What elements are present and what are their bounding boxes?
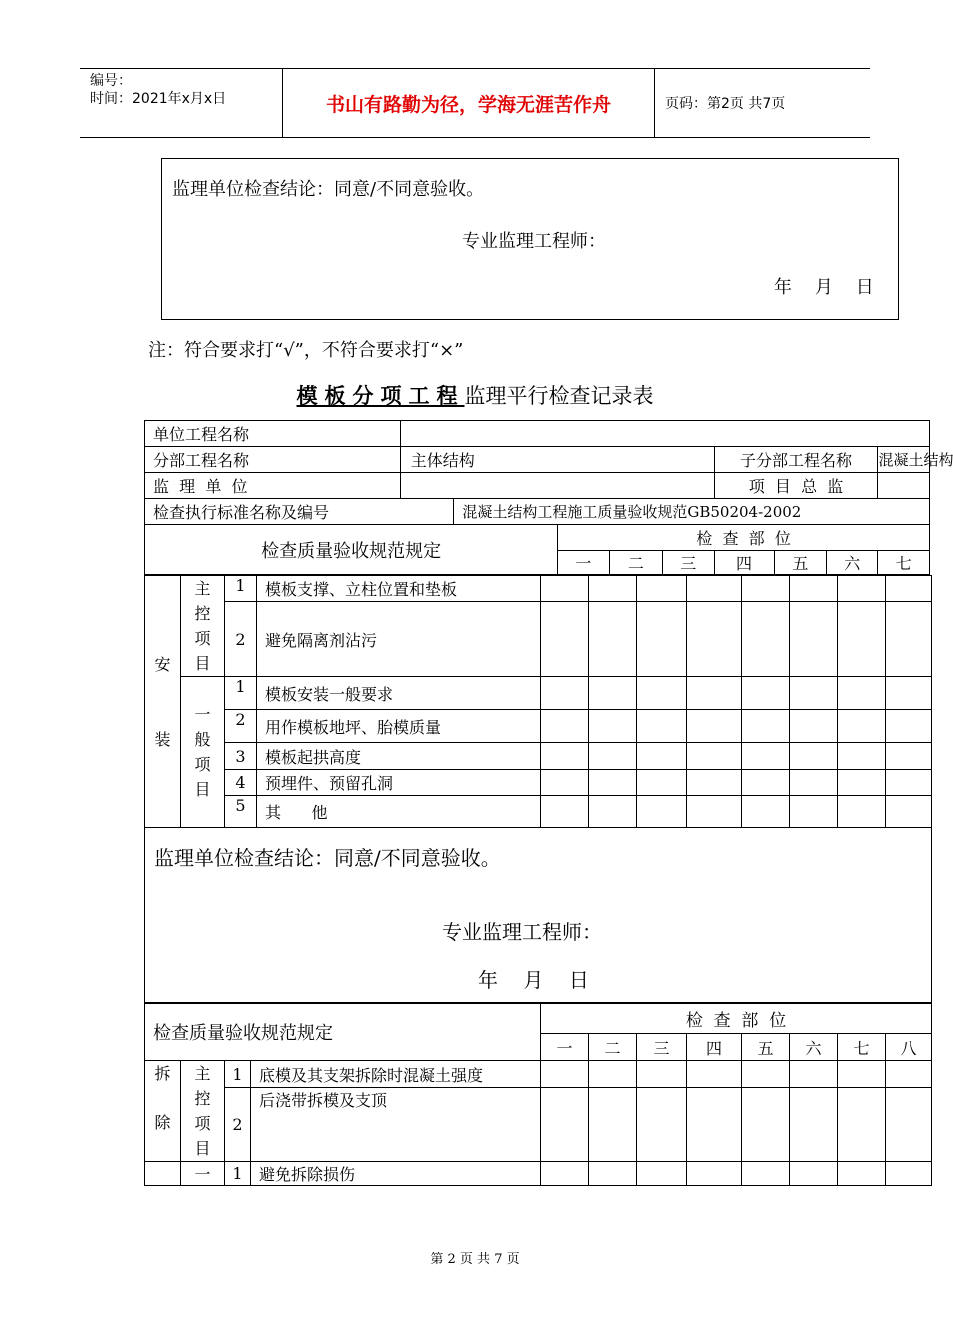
check-cell[interactable] xyxy=(742,677,790,710)
remove-main-text-1: 底模及其支架拆除时混凝土强度 xyxy=(251,1061,541,1088)
check-cell[interactable] xyxy=(589,770,637,796)
check-cell[interactable] xyxy=(637,710,687,743)
install-main-no-1: 1 xyxy=(225,576,257,602)
remove-category xyxy=(145,1061,181,1162)
part2-col-3: 三 xyxy=(637,1034,687,1061)
spec-label: 检查质量验收规范规定 xyxy=(145,525,558,575)
check-cell[interactable] xyxy=(541,576,589,602)
standard-value: 混凝土结构工程施工质量验收规范GB50204-2002 xyxy=(454,499,930,525)
check-cell[interactable] xyxy=(886,1061,932,1088)
title-part1: 模板分项工程 xyxy=(296,383,465,408)
check-cell[interactable] xyxy=(742,743,790,770)
install-main-text-2: 避免隔离剂沾污 xyxy=(257,602,541,677)
check-cell[interactable] xyxy=(637,743,687,770)
char: 主 xyxy=(194,579,211,598)
char: 项 xyxy=(194,755,211,774)
check-cell[interactable] xyxy=(541,677,589,710)
check-cell[interactable] xyxy=(742,770,790,796)
check-cell[interactable] xyxy=(541,1061,589,1088)
date-label: 年 月 日 xyxy=(478,968,589,992)
check-cell[interactable] xyxy=(589,1061,637,1088)
check-cell[interactable] xyxy=(637,1162,687,1186)
part2-col-7: 七 xyxy=(838,1034,886,1061)
install-main-label xyxy=(181,576,225,677)
sub-division-value: 主体结构 xyxy=(400,447,714,473)
char: 主 xyxy=(194,1064,211,1083)
check-cell[interactable] xyxy=(790,1162,838,1186)
check-cell[interactable] xyxy=(589,710,637,743)
check-cell[interactable] xyxy=(637,1061,687,1088)
char: 项 xyxy=(194,1114,211,1133)
install-general-text-3: 模板起拱高度 xyxy=(257,743,541,770)
check-cell[interactable] xyxy=(838,743,886,770)
char: 目 xyxy=(194,1139,211,1158)
check-cell[interactable] xyxy=(637,1088,687,1162)
check-cell[interactable] xyxy=(541,710,589,743)
check-cell[interactable] xyxy=(790,602,838,677)
supervisor-value[interactable] xyxy=(400,473,714,499)
check-cell[interactable] xyxy=(742,1162,790,1186)
check-cell[interactable] xyxy=(790,710,838,743)
check-cell[interactable] xyxy=(790,1061,838,1088)
check-cell[interactable] xyxy=(687,602,742,677)
install-category xyxy=(145,576,181,828)
check-cell[interactable] xyxy=(687,710,742,743)
conclusion-box xyxy=(145,828,932,1003)
part2-col-4: 四 xyxy=(687,1034,742,1061)
install-main-no-2: 2 xyxy=(225,602,257,677)
install-main-text-1: 模板支撑、立柱位置和垫板 xyxy=(257,576,541,602)
char: 般 xyxy=(194,730,211,749)
check-cell[interactable] xyxy=(838,770,886,796)
install-cat-char-1: 安 xyxy=(154,654,171,674)
char: 控 xyxy=(194,604,211,623)
title-part2: 监理平行检查记录表 xyxy=(464,384,654,408)
check-cell[interactable] xyxy=(589,602,637,677)
check-cell[interactable] xyxy=(790,796,838,828)
page-footer: 第 2 页 共 7 页 xyxy=(430,1252,520,1267)
check-cell[interactable] xyxy=(790,770,838,796)
check-cell[interactable] xyxy=(886,602,932,677)
part-col-3: 三 xyxy=(663,551,714,575)
check-cell[interactable] xyxy=(886,796,932,828)
inspection-table xyxy=(144,420,953,575)
install-general-text-1: 模板安装一般要求 xyxy=(257,677,541,710)
part-col-1: 一 xyxy=(558,551,609,575)
check-cell[interactable] xyxy=(541,743,589,770)
install-general-no-1: 1 xyxy=(225,677,257,710)
check-cell[interactable] xyxy=(589,1162,637,1186)
standard-label: 检查执行标准名称及编号 xyxy=(145,499,454,525)
remove-main-label xyxy=(181,1061,225,1162)
check-cell[interactable] xyxy=(687,743,742,770)
remove-main-text-2: 后浇带拆模及支顶 xyxy=(251,1088,541,1162)
note-text: 注：符合要求打“√”，不符合要求打“×” xyxy=(148,340,464,361)
check-cell[interactable] xyxy=(742,602,790,677)
install-general-no-5: 5 xyxy=(225,796,257,828)
check-cell[interactable] xyxy=(886,1162,932,1186)
check-cell[interactable] xyxy=(687,1061,742,1088)
remove-general-text-1: 避免拆除损伤 xyxy=(251,1162,541,1186)
check-cell[interactable] xyxy=(838,602,886,677)
check-cell[interactable] xyxy=(687,677,742,710)
check-cell[interactable] xyxy=(742,710,790,743)
char: 项 xyxy=(194,629,211,648)
number-label: 编号： xyxy=(90,73,132,89)
page-header xyxy=(80,68,870,138)
install-general-text-4: 预埋件、预留孔洞 xyxy=(257,770,541,796)
char: 目 xyxy=(194,654,211,673)
top-conclusion-box xyxy=(161,158,899,320)
check-cell[interactable] xyxy=(637,602,687,677)
part2-col-1: 一 xyxy=(541,1034,589,1061)
chief-value[interactable] xyxy=(878,473,930,499)
check-cell[interactable] xyxy=(589,576,637,602)
check-cell[interactable] xyxy=(790,677,838,710)
char: 一 xyxy=(194,705,211,724)
check-cell[interactable] xyxy=(742,796,790,828)
check-cell[interactable] xyxy=(838,677,886,710)
install-general-no-3: 3 xyxy=(225,743,257,770)
top-engineer-label: 专业监理工程师： xyxy=(462,231,606,252)
check-cell[interactable] xyxy=(886,1088,932,1162)
check-cell[interactable] xyxy=(886,576,932,602)
check-cell[interactable] xyxy=(886,710,932,743)
supervisor-label: 监 理 单 位 xyxy=(145,473,401,499)
remove-main-no-2: 2 xyxy=(225,1088,251,1162)
check-cell[interactable] xyxy=(838,1088,886,1162)
check-cell[interactable] xyxy=(637,677,687,710)
check-cell[interactable] xyxy=(687,576,742,602)
conclusion-text: 监理单位检查结论：同意/不同意验收。 xyxy=(154,846,501,870)
check-cell[interactable] xyxy=(790,1088,838,1162)
check-cell[interactable] xyxy=(838,576,886,602)
check-cell[interactable] xyxy=(589,677,637,710)
chief-label: 项 目 总 监 xyxy=(714,473,878,499)
remove-cat-char-2: 除 xyxy=(154,1113,171,1132)
child-division-value: 混凝土结构 xyxy=(878,447,930,473)
part-col-6: 六 xyxy=(827,551,878,575)
remove-category-cont xyxy=(145,1162,181,1186)
check-cell[interactable] xyxy=(687,1088,742,1162)
part-col-5: 五 xyxy=(774,551,826,575)
check-cell[interactable] xyxy=(838,1162,886,1186)
parts-label: 检 查 部 位 xyxy=(558,525,930,551)
check-cell[interactable] xyxy=(687,770,742,796)
check-cell[interactable] xyxy=(790,576,838,602)
part2-col-2: 二 xyxy=(589,1034,637,1061)
check-cell[interactable] xyxy=(541,602,589,677)
check-cell[interactable] xyxy=(589,796,637,828)
char: 目 xyxy=(194,780,211,799)
check-cell[interactable] xyxy=(687,1162,742,1186)
part-col-7: 七 xyxy=(878,551,930,575)
unit-project-value[interactable] xyxy=(400,421,929,447)
check-cell[interactable] xyxy=(637,770,687,796)
check-cell[interactable] xyxy=(637,576,687,602)
install-general-text-2: 用作模板地坪、胎模质量 xyxy=(257,710,541,743)
top-date-label: 年 月 日 xyxy=(774,277,874,298)
header-meta xyxy=(80,69,283,137)
char: 控 xyxy=(194,1089,211,1108)
remove-general-label: 一 xyxy=(181,1162,225,1186)
install-general-no-2: 2 xyxy=(225,710,257,743)
part2-col-5: 五 xyxy=(742,1034,790,1061)
spec-label-2: 检查质量验收规范规定 xyxy=(145,1004,541,1061)
install-general-label xyxy=(181,677,225,828)
parts-label-2: 检 查 部 位 xyxy=(541,1004,932,1034)
check-cell[interactable] xyxy=(589,1088,637,1162)
check-cell[interactable] xyxy=(886,770,932,796)
check-cell[interactable] xyxy=(742,576,790,602)
page-label: 页码：第2页 共7页 xyxy=(665,96,786,112)
check-cell[interactable] xyxy=(637,796,687,828)
top-conclusion-text: 监理单位检查结论：同意/不同意验收。 xyxy=(172,179,485,200)
sub-division-label: 分部工程名称 xyxy=(145,447,401,473)
install-general-no-4: 4 xyxy=(225,770,257,796)
check-cell[interactable] xyxy=(541,770,589,796)
check-cell[interactable] xyxy=(589,743,637,770)
remove-main-no-1: 1 xyxy=(225,1061,251,1088)
check-cell[interactable] xyxy=(886,743,932,770)
page-title xyxy=(0,380,950,410)
unit-project-label: 单位工程名称 xyxy=(145,421,401,447)
child-division-label: 子分部工程名称 xyxy=(714,447,878,473)
motto: 书山有路勤为径，学海无涯苦作舟 xyxy=(283,69,655,137)
time-label: 时间：2021年x月x日 xyxy=(90,91,227,107)
install-general-text-5: 其 他 xyxy=(257,796,541,828)
remove-cat-char-1: 拆 xyxy=(154,1064,171,1083)
install-table xyxy=(144,575,932,1003)
check-cell[interactable] xyxy=(838,1061,886,1088)
check-cell[interactable] xyxy=(541,1088,589,1162)
check-cell[interactable] xyxy=(838,710,886,743)
removal-table xyxy=(144,1003,932,1186)
check-cell[interactable] xyxy=(742,1088,790,1162)
engineer-label: 专业监理工程师： xyxy=(442,920,602,944)
check-cell[interactable] xyxy=(541,1162,589,1186)
part2-col-8: 八 xyxy=(886,1034,932,1061)
check-cell[interactable] xyxy=(838,796,886,828)
part2-col-6: 六 xyxy=(790,1034,838,1061)
check-cell[interactable] xyxy=(742,1061,790,1088)
check-cell[interactable] xyxy=(790,743,838,770)
remove-general-no-1: 1 xyxy=(225,1162,251,1186)
part-col-4: 四 xyxy=(714,551,774,575)
check-cell[interactable] xyxy=(541,796,589,828)
install-cat-char-2: 装 xyxy=(154,729,171,749)
check-cell[interactable] xyxy=(687,796,742,828)
part-col-2: 二 xyxy=(609,551,663,575)
check-cell[interactable] xyxy=(886,677,932,710)
